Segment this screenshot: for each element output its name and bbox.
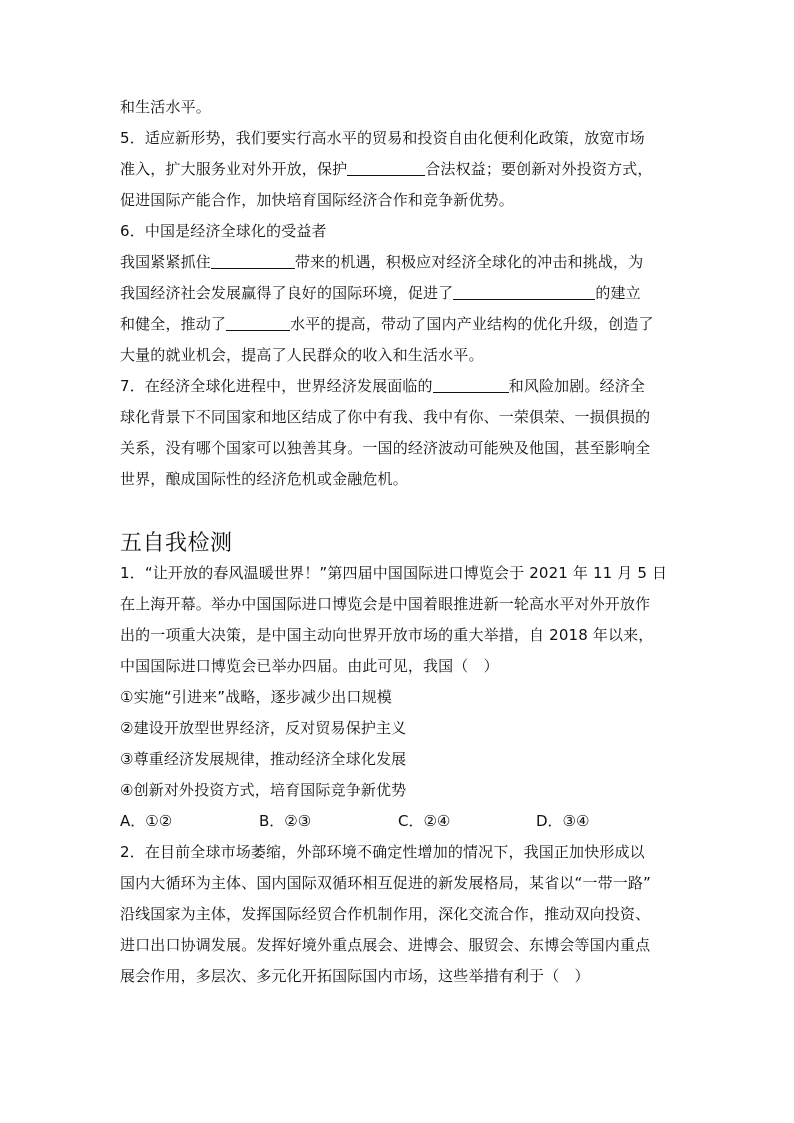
question-1-option-3: ③尊重经济发展规律，推动经济全球化发展 bbox=[120, 750, 407, 768]
choice-c[interactable]: C．②④ bbox=[398, 812, 451, 830]
item-7-line-3: 关系，没有哪个国家可以独善其身。一国的经济波动可能殃及他国，甚至影响全 bbox=[120, 439, 651, 457]
section-title: 五自我检测 bbox=[120, 531, 233, 556]
text-segment: 我国经济社会发展赢得了良好的国际环境，促进了 bbox=[120, 284, 454, 302]
item-7-line-1 bbox=[120, 371, 692, 402]
choice-a[interactable]: A．①② bbox=[120, 812, 173, 830]
text-segment: 7．在经济全球化进程中，世界经济发展面临的 bbox=[120, 377, 433, 395]
fill-blank[interactable] bbox=[347, 159, 425, 176]
text-segment: 和健全，推动了 bbox=[120, 315, 227, 333]
question-1-line-1: 1．“让开放的春风温暖世界！”第四届中国国际进口博览会于 2021 年 11 月 5 日 bbox=[120, 564, 668, 582]
text-line: 和生活水平。 bbox=[120, 98, 211, 116]
text-segment: 准入，扩大服务业对外开放，保护 bbox=[120, 160, 348, 178]
fill-blank[interactable] bbox=[226, 314, 290, 331]
item-6-line-1 bbox=[120, 247, 692, 278]
question-2-line-2: 国内大循环为主体、国内国际双循环相互促进的新发展格局，某省以“一带一路” bbox=[120, 874, 651, 892]
question-1-choices bbox=[120, 806, 692, 837]
document-page bbox=[120, 92, 692, 992]
text-segment: 水平的提高，带动了国内产业结构的优化升级，创造了 bbox=[290, 315, 654, 333]
item-5-line-2 bbox=[120, 154, 692, 185]
item-5-line-3: 促进国际产能合作，加快培育国际经济合作和竞争新优势。 bbox=[120, 191, 514, 209]
section-gap bbox=[120, 495, 692, 528]
item-7-line-4: 世界，酿成国际性的经济危机或金融危机。 bbox=[120, 470, 408, 488]
fill-blank[interactable] bbox=[453, 283, 595, 300]
text-segment: 我国紧紧抓住 bbox=[120, 253, 211, 271]
item-7-line-2: 球化背景下不同国家和地区结成了你中有我、我中有你、一荣俱荣、一损俱损的 bbox=[120, 408, 651, 426]
fill-blank[interactable] bbox=[211, 252, 295, 269]
text-segment: 和风险加剧。经济全 bbox=[508, 377, 646, 395]
item-6-line-3 bbox=[120, 309, 692, 340]
question-1-option-4: ④创新对外投资方式，培育国际竞争新优势 bbox=[120, 781, 407, 799]
question-1-option-2: ②建设开放型世界经济，反对贸易保护主义 bbox=[120, 719, 407, 737]
question-1-line-3: 出的一项重大决策，是中国主动向世界开放市场的重大举措，自 2018 年以来， bbox=[120, 626, 654, 644]
item-6-line-4: 大量的就业机会，提高了人民群众的收入和生活水平。 bbox=[120, 346, 484, 364]
question-2-line-4: 进口出口协调发展。发挥好境外重点展会、进博会、服贸会、东博会等国内重点 bbox=[120, 936, 651, 954]
question-1-line-2: 在上海开幕。举办中国国际进口博览会是中国着眼推进新一轮高水平对外开放作 bbox=[120, 595, 651, 613]
text-segment: 的建立 bbox=[595, 284, 641, 302]
item-5-line-1: 5．适应新形势，我们要实行高水平的贸易和投资自由化便利化政策，放宽市场 bbox=[120, 129, 645, 147]
question-2-line-3: 沿线国家为主体，发挥国际经贸合作机制作用，深化交流合作，推动双向投资、 bbox=[120, 905, 651, 923]
text-segment: 带来的机遇，积极应对经济全球化的冲击和挑战，为 bbox=[294, 253, 644, 271]
item-6-heading: 6．中国是经济全球化的受益者 bbox=[120, 222, 327, 240]
text-segment: 合法权益；要创新对外投资方式， bbox=[425, 160, 653, 178]
question-2-line-1: 2．在目前全球市场萎缩，外部环境不确定性增加的情况下，我国正加快形成以 bbox=[120, 843, 645, 861]
question-1-line-4: 中国国际进口博览会已举办四届。由此可见，我国（ ） bbox=[120, 657, 499, 675]
question-1-option-1: ①实施“引进来”战略，逐步减少出口规模 bbox=[120, 688, 392, 706]
item-6-line-2 bbox=[120, 278, 692, 309]
fill-blank[interactable] bbox=[433, 376, 509, 393]
question-2-line-5: 展会作用，多层次、多元化开拓国际国内市场，这些举措有利于（ ） bbox=[120, 967, 590, 985]
choice-b[interactable]: B．②③ bbox=[259, 812, 312, 830]
choice-d[interactable]: D．③④ bbox=[536, 812, 590, 830]
